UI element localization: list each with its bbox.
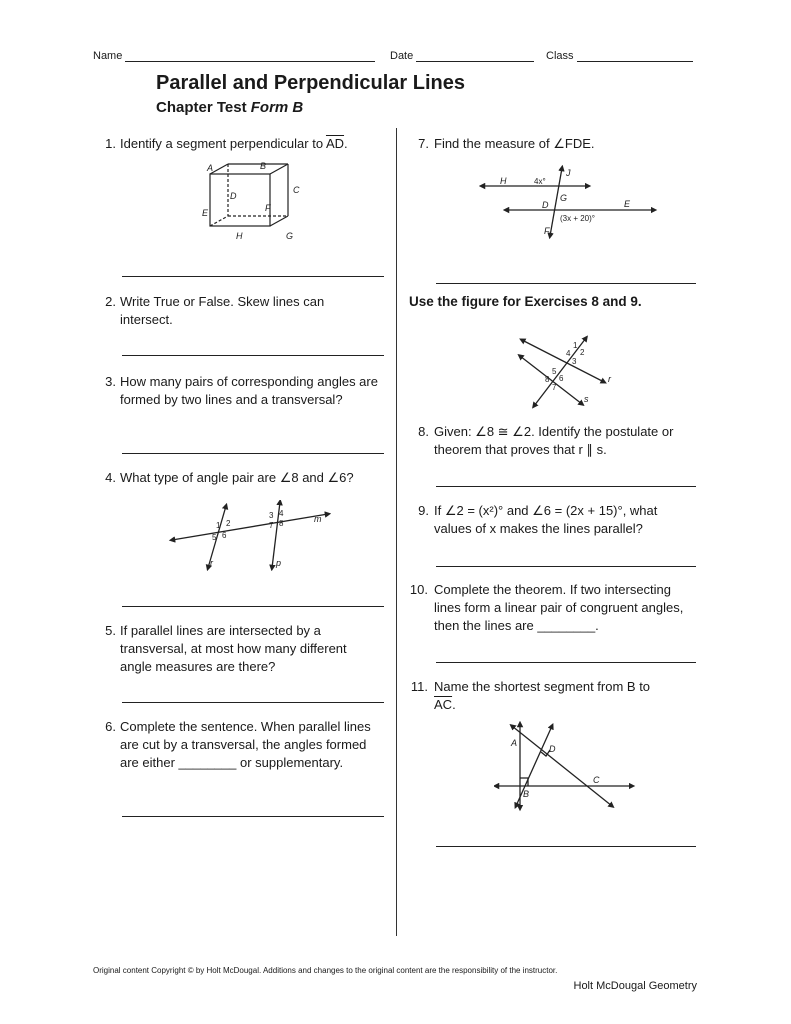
- angle-label: 1: [573, 341, 578, 350]
- question-4: [100, 469, 390, 489]
- answer-line-7[interactable]: [436, 283, 696, 284]
- question-text: Complete the sentence. When parallel lines are cut by a transversal, the angles formed are either ________ or supplementary.: [120, 719, 371, 770]
- angle-figure-fde: [478, 164, 658, 240]
- cube-figure: [198, 160, 310, 242]
- answer-line-4[interactable]: [122, 606, 384, 607]
- point-label: G: [560, 193, 568, 203]
- question-11: [406, 678, 703, 716]
- transversal: [534, 338, 586, 406]
- q1-suffix: .: [344, 136, 348, 151]
- column-divider: [396, 128, 397, 936]
- angle-label: 3: [572, 357, 577, 366]
- parallel-lines-figure-r-s: [512, 334, 624, 410]
- answer-line-3[interactable]: [122, 453, 384, 454]
- angle-label: 4: [279, 509, 284, 518]
- line-m: [172, 514, 328, 540]
- point-label: C: [593, 775, 600, 785]
- answer-line-1[interactable]: [122, 276, 384, 277]
- question-text: [434, 678, 684, 714]
- question-2: [100, 293, 390, 333]
- cube-label: E: [202, 208, 209, 218]
- answer-line-6[interactable]: [122, 816, 384, 817]
- question-number: 8.: [418, 424, 429, 439]
- cube-label: B: [260, 161, 267, 171]
- point-label: J: [566, 168, 571, 178]
- header-class: [546, 50, 693, 62]
- question-text: What type of angle pair are ∠8 and ∠6?: [120, 470, 354, 485]
- cube-label: D: [230, 191, 237, 201]
- class-label: Class: [546, 50, 574, 62]
- answer-line-9[interactable]: [436, 566, 696, 567]
- point-label: F: [544, 226, 550, 236]
- angle-label: 2: [226, 519, 231, 528]
- question-8: [413, 423, 703, 461]
- question-10: [406, 581, 703, 637]
- question-9: [413, 502, 703, 540]
- answer-line-11[interactable]: [436, 846, 696, 847]
- angle-label: 8: [279, 519, 284, 528]
- cube-label: A: [207, 163, 214, 173]
- segment-bd: [516, 726, 552, 806]
- point-label: D: [549, 744, 556, 754]
- question-number: 2.: [105, 294, 116, 309]
- question-text: If parallel lines are intersected by a transversal, at most how many different angle measures are there?: [120, 623, 347, 674]
- subtitle-prefix: Chapter Test: [156, 99, 247, 116]
- answer-line-5[interactable]: [122, 702, 384, 703]
- question-number: 1.: [105, 136, 116, 151]
- angle-label: 4: [566, 349, 571, 358]
- line-label: m: [314, 514, 322, 524]
- question-3: [100, 373, 390, 429]
- angle-expression: (3x + 20)°: [560, 214, 595, 223]
- question-number: 11.: [410, 679, 428, 694]
- question-5: [100, 622, 390, 678]
- cube-label: C: [293, 185, 300, 195]
- q11-suffix: .: [452, 697, 456, 712]
- question-number: 6.: [105, 719, 116, 734]
- page-subtitle: [156, 99, 303, 116]
- date-field[interactable]: [416, 50, 534, 62]
- header-date: [390, 50, 534, 62]
- header-name: [93, 50, 375, 62]
- point-label: H: [500, 176, 507, 186]
- angle-expression: 4x°: [534, 177, 546, 186]
- q1-segment: $\overline{AD}$: [325, 136, 345, 151]
- question-1: [100, 135, 390, 155]
- page-title: Parallel and Perpendicular Lines: [156, 72, 466, 94]
- angle-label: 8: [545, 375, 550, 384]
- cube-label: H: [236, 231, 243, 241]
- cube-front-face: [210, 174, 270, 226]
- transversal-figure-m-r-p: [168, 500, 336, 572]
- q11-segment: $\overline{AC}$: [434, 697, 453, 712]
- angle-label: 2: [580, 348, 585, 357]
- question-text: Given: ∠8 ≅ ∠2. Identify the postulate or theorem that proves that r ∥ s.: [434, 424, 674, 457]
- q11-prefix: Name the shortest segment from B to: [434, 679, 651, 694]
- point-label: D: [542, 200, 549, 210]
- question-number: 9.: [418, 503, 429, 518]
- angle-label: 7: [552, 383, 557, 392]
- answer-line-2[interactable]: [122, 355, 384, 356]
- name-field[interactable]: [125, 50, 375, 62]
- question-text: Write True or False. Skew lines can intersect.: [120, 294, 325, 327]
- copyright-footer: Original content Copyright © by Holt McDougal. Additions and changes to the original content are the responsibility of the instructor.: [93, 966, 558, 975]
- question-number: 5.: [105, 623, 116, 638]
- section-heading: Use the figure for Exercises 8 and 9.: [409, 294, 642, 309]
- cube-label: F: [265, 203, 271, 213]
- subtitle-form: Form B: [250, 99, 304, 116]
- line-label: r: [608, 374, 611, 384]
- class-field[interactable]: [577, 50, 693, 62]
- line-label: s: [584, 394, 589, 404]
- question-number: 10.: [409, 582, 428, 597]
- answer-line-10[interactable]: [436, 662, 696, 663]
- point-label: A: [511, 738, 518, 748]
- answer-line-8[interactable]: [436, 486, 696, 487]
- point-label: B: [523, 789, 530, 799]
- date-label: Date: [390, 50, 414, 62]
- question-number: 4.: [105, 470, 116, 485]
- question-6: [100, 718, 390, 792]
- angle-label: 1: [216, 521, 221, 530]
- angle-label: 7: [269, 521, 274, 530]
- angle-label: 5: [212, 533, 217, 542]
- question-text: [120, 135, 348, 153]
- angle-label: 3: [269, 511, 274, 520]
- question-text: Find the measure of ∠FDE.: [434, 136, 595, 151]
- name-label: Name: [93, 50, 123, 62]
- line-label: p: [276, 558, 282, 568]
- angle-label: 6: [559, 374, 564, 383]
- q1-prefix: Identify a segment perpendicular to: [120, 136, 326, 151]
- question-text: Complete the theorem. If two intersecting lines form a linear pair of congruent angles, then the lines are ________.: [434, 582, 684, 633]
- line-label: r: [210, 558, 213, 568]
- question-number: 3.: [105, 374, 116, 389]
- question-text: How many pairs of corresponding angles are formed by two lines and a transversal?: [120, 374, 378, 407]
- triangle-figure-abc: [494, 720, 636, 812]
- angle-label: 6: [222, 531, 227, 540]
- question-7: [413, 135, 703, 155]
- question-number: 7.: [418, 136, 429, 151]
- publisher-footer: Holt McDougal Geometry: [573, 980, 697, 992]
- cube-label: G: [286, 231, 294, 241]
- point-label: E: [624, 199, 631, 209]
- angle-label: 5: [552, 367, 557, 376]
- question-text: If ∠2 = (x²)° and ∠6 = (2x + 15)°, what values of x makes the lines parallel?: [434, 503, 658, 536]
